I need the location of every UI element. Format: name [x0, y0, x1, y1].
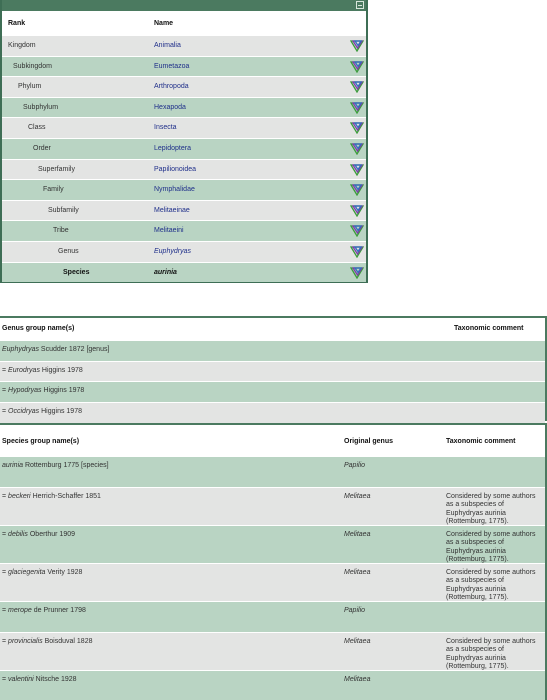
- classification-row: [2, 241, 366, 262]
- classification-row: [2, 117, 366, 138]
- inverted-triangle-icon[interactable]: [350, 205, 364, 217]
- classification-row: [2, 179, 366, 200]
- synonym-prefix: =: [2, 607, 9, 614]
- inverted-triangle-icon[interactable]: [350, 143, 364, 155]
- rank-label: Subkingdom: [13, 62, 52, 70]
- taxon-name-link[interactable]: Animalia: [154, 42, 181, 49]
- species-name: merope: [8, 607, 32, 614]
- species-authority: Herrich-Schaffer 1851: [30, 493, 101, 500]
- species-authority: Verity 1928: [45, 569, 83, 576]
- species-row: [0, 670, 545, 700]
- original-genus-cell: Papilio: [344, 462, 366, 469]
- rank-label: Subphylum: [23, 103, 59, 111]
- taxonomic-comment-cell: Considered by some authors as a subspecies of Euphydryas aurinia (Rottemburg, 1775).: [446, 493, 536, 526]
- original-genus-cell: Papilio: [344, 607, 366, 614]
- species-group-name-header: Species group name(s): [2, 438, 80, 445]
- synonym-prefix: =: [2, 387, 9, 395]
- inverted-triangle-icon[interactable]: [350, 81, 364, 93]
- classification-row: [2, 97, 366, 118]
- rank-column-header: Rank: [8, 20, 26, 27]
- genus-group-table: [0, 316, 547, 421]
- species-name-cell: [2, 531, 75, 538]
- species-authority: Rottemburg 1775 [species]: [23, 462, 109, 469]
- taxon-name-link[interactable]: Melitaeinae: [154, 206, 190, 214]
- rank-label: Family: [43, 186, 64, 194]
- genus-name: Eurodryas: [8, 366, 40, 374]
- taxon-name-link[interactable]: Hexapoda: [154, 103, 186, 111]
- genus-group-name-header: Genus group name(s): [2, 325, 75, 332]
- taxon-name-link[interactable]: Eumetazoa: [154, 62, 190, 70]
- classification-panel: [0, 0, 368, 283]
- genus-row: [0, 381, 545, 402]
- inverted-triangle-icon[interactable]: [350, 225, 364, 237]
- synonym-prefix: =: [2, 569, 9, 576]
- classification-row: [2, 56, 366, 77]
- classification-row: [2, 35, 366, 56]
- species-row: [0, 632, 545, 670]
- rank-label: Superfamily: [38, 165, 75, 173]
- inverted-triangle-icon[interactable]: [350, 164, 364, 176]
- genus-row: [0, 361, 545, 382]
- taxon-name-link[interactable]: Melitaeini: [154, 227, 184, 235]
- species-name-cell: [2, 638, 93, 645]
- original-genus-cell: Melitaea: [344, 676, 371, 683]
- genus-name: Hypodryas: [8, 387, 42, 395]
- taxon-name-link[interactable]: Euphydryas: [154, 247, 191, 255]
- species-row: [0, 487, 545, 525]
- species-name: glaciegenita: [8, 569, 46, 576]
- genus-name-cell: [2, 387, 84, 394]
- genus-name-cell: [2, 346, 109, 353]
- classification-row: [2, 138, 366, 159]
- species-name-cell: [2, 462, 109, 469]
- genus-name-cell: [2, 367, 83, 374]
- genus-name-cell: [2, 408, 82, 415]
- inverted-triangle-icon[interactable]: [350, 61, 364, 73]
- taxon-name-link[interactable]: Nymphalidae: [154, 186, 195, 194]
- taxon-name-link[interactable]: Papilionoidea: [154, 165, 197, 173]
- species-row: [0, 563, 545, 601]
- synonym-prefix: =: [2, 676, 9, 683]
- inverted-triangle-icon[interactable]: [350, 122, 364, 134]
- inverted-triangle-icon[interactable]: [350, 246, 364, 258]
- original-genus-header: Original genus: [344, 438, 394, 445]
- taxon-name-link[interactable]: Lepidoptera: [154, 144, 191, 152]
- inverted-triangle-icon[interactable]: [350, 40, 364, 52]
- rank-label: Genus: [58, 247, 79, 255]
- genus-authority: Scudder 1872 [genus]: [38, 346, 110, 353]
- original-genus-cell: Melitaea: [344, 493, 371, 500]
- classification-row: [2, 220, 366, 241]
- species-name-cell: [2, 569, 82, 576]
- collapse-toggle-icon[interactable]: [356, 1, 364, 9]
- species-name: valentini: [8, 676, 34, 683]
- species-name-cell: [2, 676, 77, 683]
- species-authority: de Prunner 1798: [31, 607, 86, 614]
- rank-label: Kingdom: [8, 42, 36, 49]
- rank-label: Class: [28, 124, 46, 132]
- genus-taxonomic-comment-header: Taxonomic comment: [454, 325, 524, 332]
- taxonomic-comment-cell: Considered by some authors as a subspecies of Euphydryas aurinia (Rottemburg, 1775).: [446, 569, 536, 602]
- genus-authority: Higgins 1978: [39, 366, 83, 374]
- species-authority: Oberthur 1909: [27, 531, 75, 538]
- inverted-triangle-icon[interactable]: [350, 184, 364, 196]
- genus-name: Euphydryas: [2, 346, 39, 353]
- classification-row: [2, 76, 366, 97]
- inverted-triangle-icon[interactable]: [350, 102, 364, 114]
- taxon-name-link[interactable]: aurinia: [154, 268, 177, 276]
- species-name: provincialis: [8, 638, 43, 645]
- genus-authority: Higgins 1978: [39, 408, 82, 416]
- classification-title-bar: [2, 0, 366, 11]
- species-name: debilis: [8, 531, 28, 538]
- synonym-prefix: =: [2, 531, 9, 538]
- rank-label: Subfamily: [48, 206, 79, 214]
- genus-authority: Higgins 1978: [41, 387, 85, 395]
- original-genus-cell: Melitaea: [344, 638, 371, 645]
- taxonomic-comment-cell: Considered by some authors as a subspecies of Euphydryas aurinia (Rottemburg, 1775).: [446, 638, 536, 671]
- species-authority: Nitsche 1928: [33, 676, 77, 683]
- synonym-prefix: =: [2, 408, 9, 416]
- classification-row: [2, 200, 366, 221]
- species-authority: Boisduval 1828: [42, 638, 93, 645]
- classification-header: [2, 11, 366, 35]
- original-genus-cell: Melitaea: [344, 569, 371, 576]
- species-row: [0, 525, 545, 563]
- genus-group-header: [0, 318, 545, 340]
- synonym-prefix: =: [2, 366, 9, 374]
- species-group-header: [0, 425, 545, 456]
- species-group-table: [0, 423, 547, 700]
- rank-label: Species: [63, 268, 90, 276]
- rank-label: Order: [33, 144, 51, 152]
- genus-row: [0, 402, 545, 423]
- synonym-prefix: =: [2, 493, 9, 500]
- classification-row: [2, 262, 366, 283]
- species-taxonomic-comment-header: Taxonomic comment: [446, 438, 516, 445]
- species-name: beckeri: [8, 493, 31, 500]
- classification-row: [2, 159, 366, 180]
- name-column-header: Name: [154, 20, 174, 27]
- species-row: [0, 456, 545, 487]
- taxonomic-comment-cell: Considered by some authors as a subspecies of Euphydryas aurinia (Rottemburg, 1775).: [446, 531, 536, 564]
- genus-name: Occidryas: [8, 408, 40, 416]
- species-row: [0, 601, 545, 632]
- species-name-cell: [2, 607, 86, 614]
- synonym-prefix: =: [2, 638, 9, 645]
- taxon-name-link[interactable]: Insecta: [154, 124, 177, 132]
- species-name: aurinia: [2, 462, 24, 469]
- rank-label: Phylum: [18, 83, 42, 91]
- species-name-cell: [2, 493, 101, 500]
- original-genus-cell: Melitaea: [344, 531, 371, 538]
- inverted-triangle-icon[interactable]: [350, 267, 364, 279]
- rank-label: Tribe: [53, 227, 69, 235]
- genus-row: [0, 340, 545, 361]
- taxon-name-link[interactable]: Arthropoda: [154, 83, 189, 91]
